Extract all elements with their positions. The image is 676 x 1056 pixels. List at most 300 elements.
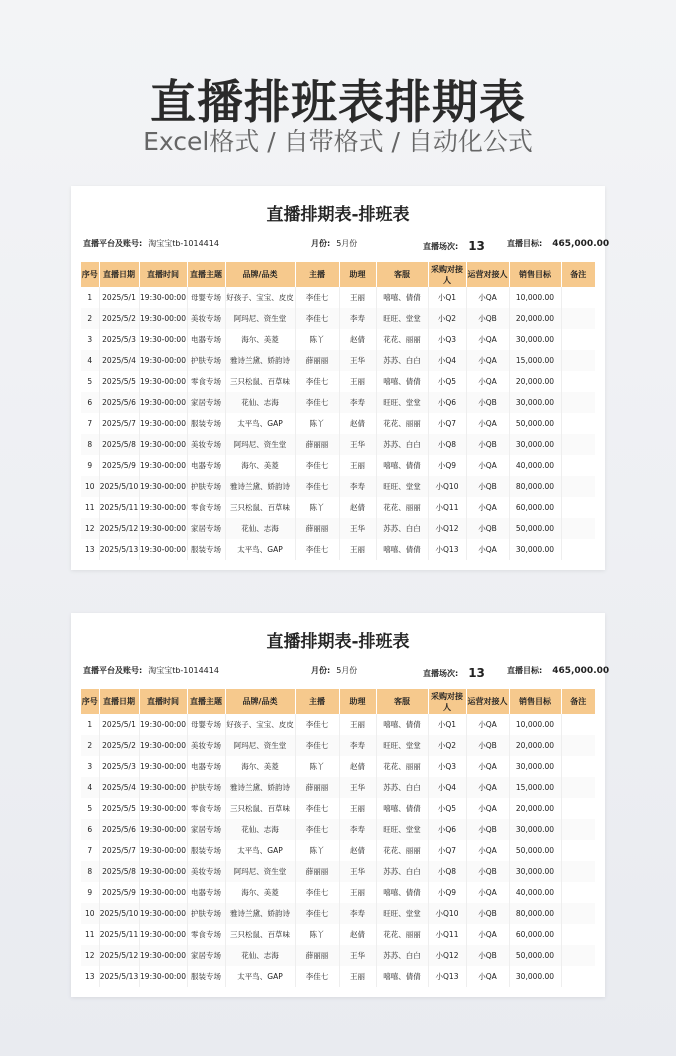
schedule-sheet-bottom [71,613,610,997]
table-cell: 嘻嘻、倩倩 [376,798,428,819]
table-row [81,287,595,308]
table-cell: 李寿 [339,735,376,756]
table-cell [561,455,595,476]
table-cell: 嘻嘻、倩倩 [376,539,428,560]
table-cell: 19:30-00:00 [139,350,187,371]
table-row [81,539,595,560]
table-cell: 小Q6 [428,819,466,840]
table-cell: 30,000.00 [509,819,561,840]
sessions-info [423,238,485,252]
table-cell: 海尔、美菱 [225,882,295,903]
table-cell: 2025/5/2 [99,735,139,756]
table-cell: 李寿 [339,308,376,329]
table-cell: 12 [81,518,99,539]
table-row [81,966,595,987]
table-cell: 2025/5/1 [99,714,139,735]
table-cell: 旺旺、堂堂 [376,476,428,497]
table-cell: 王华 [339,945,376,966]
hero-title: 直播排班表排期表 [150,75,526,129]
table-cell: 三只松鼠、百草味 [225,371,295,392]
table-cell [561,518,595,539]
table-row [81,945,595,966]
table-cell: 8 [81,434,99,455]
table-cell: 王丽 [339,882,376,903]
table-cell: 80,000.00 [509,903,561,924]
table-cell: 20,000.00 [509,735,561,756]
table-cell: 50,000.00 [509,413,561,434]
table-cell: 小QA [466,287,509,308]
table-cell: 80,000.00 [509,476,561,497]
column-header: 品牌/品类 [225,689,295,714]
table-cell: 花仙、志海 [225,819,295,840]
table-cell [561,882,595,903]
table-row [81,735,595,756]
table-cell: 家居专场 [187,392,225,413]
table-cell [561,756,595,777]
table-cell: 20,000.00 [509,798,561,819]
table-cell [561,287,595,308]
table-cell: 旺旺、堂堂 [376,392,428,413]
table-cell: 小Q6 [428,392,466,413]
table-cell: 7 [81,840,99,861]
column-header: 序号 [81,689,99,714]
table-row [81,350,595,371]
table-row [81,497,595,518]
table-cell [561,371,595,392]
table-cell: 王丽 [339,287,376,308]
table-body [81,714,595,987]
table-cell: 李佳七 [295,903,339,924]
table-cell: 护肤专场 [187,350,225,371]
table-cell: 小QB [466,903,509,924]
table-cell: 19:30-00:00 [139,903,187,924]
table-cell: 零食专场 [187,371,225,392]
table-cell: 花花、丽丽 [376,329,428,350]
table-cell: 30,000.00 [509,861,561,882]
table-cell: 小Q7 [428,413,466,434]
table-cell: 美妆专场 [187,434,225,455]
table-cell [561,329,595,350]
table-cell: 零食专场 [187,924,225,945]
table-cell: 9 [81,455,99,476]
table-cell: 2025/5/6 [99,392,139,413]
table-cell: 2025/5/5 [99,371,139,392]
table-cell: 10 [81,903,99,924]
table-row [81,861,595,882]
table-cell: 嘻嘻、倩倩 [376,455,428,476]
sessions-label: 直播场次: [423,669,459,678]
table-row [81,714,595,735]
platform-info [83,665,219,676]
schedule-sheet-top [71,186,610,570]
table-cell: 19:30-00:00 [139,371,187,392]
table-cell: 2025/5/8 [99,861,139,882]
table-cell: 小Q11 [428,497,466,518]
table-cell: 小Q3 [428,756,466,777]
table-cell: 小QA [466,497,509,518]
table-cell: 嘻嘻、倩倩 [376,966,428,987]
table-cell: 小Q5 [428,371,466,392]
table-cell: 小Q4 [428,777,466,798]
table-cell: 海尔、美菱 [225,329,295,350]
table-cell [561,840,595,861]
table-cell: 小QA [466,413,509,434]
table-cell: 苏苏、白白 [376,861,428,882]
table-cell: 30,000.00 [509,434,561,455]
table-cell: 50,000.00 [509,518,561,539]
table-row [81,476,595,497]
table-cell: 李佳七 [295,539,339,560]
table-cell: 苏苏、白白 [376,350,428,371]
table-cell: 小Q2 [428,308,466,329]
table-cell: 19:30-00:00 [139,882,187,903]
table-cell: 19:30-00:00 [139,840,187,861]
table-row [81,777,595,798]
table-cell: 2025/5/7 [99,840,139,861]
table-cell: 小QA [466,539,509,560]
table-row [81,371,595,392]
table-cell [561,735,595,756]
column-header: 客服 [376,262,428,287]
table-cell: 2025/5/7 [99,413,139,434]
platform-label: 直播平台及账号: [83,666,143,675]
column-header: 序号 [81,262,99,287]
table-cell: 海尔、美菱 [225,455,295,476]
column-header: 备注 [561,689,595,714]
table-cell: 苏苏、白白 [376,945,428,966]
table-cell: 护肤专场 [187,903,225,924]
platform-value: 淘宝宝tb-1014414 [148,239,219,248]
schedule-table [81,262,595,560]
table-cell: 2025/5/12 [99,518,139,539]
table-cell: 阿玛尼、资生堂 [225,434,295,455]
table-cell: 陈丫 [295,924,339,945]
table-cell: 小Q10 [428,903,466,924]
month-value: 5月份 [336,666,358,675]
table-cell: 30,000.00 [509,329,561,350]
table-cell [561,819,595,840]
table-cell: 小Q7 [428,840,466,861]
target-value: 465,000.00 [552,239,610,249]
table-cell [561,924,595,945]
table-cell: 3 [81,329,99,350]
table-cell: 服装专场 [187,966,225,987]
table-cell [561,413,595,434]
table-cell: 15,000.00 [509,350,561,371]
table-cell: 好孩子、宝宝、皮皮 [225,287,295,308]
table-cell: 30,000.00 [509,539,561,560]
table-cell: 小QA [466,882,509,903]
table-cell: 19:30-00:00 [139,735,187,756]
table-cell: 3 [81,756,99,777]
table-cell: 2025/5/12 [99,945,139,966]
table-cell: 太平鸟、GAP [225,840,295,861]
table-row [81,434,595,455]
table-cell: 王华 [339,350,376,371]
table-cell: 王丽 [339,798,376,819]
table-cell: 小QA [466,798,509,819]
table-cell: 19:30-00:00 [139,455,187,476]
table-cell: 李佳七 [295,714,339,735]
table-cell: 小QB [466,861,509,882]
table-cell: 电器专场 [187,756,225,777]
sheet-title: 直播排期表-排班表 [266,632,410,652]
table-cell: 王丽 [339,539,376,560]
table-cell: 5 [81,798,99,819]
table-cell: 1 [81,714,99,735]
table-cell: 小QB [466,308,509,329]
table-cell: 三只松鼠、百草味 [225,798,295,819]
table-cell: 2025/5/11 [99,924,139,945]
column-header: 备注 [561,262,595,287]
table-cell: 19:30-00:00 [139,539,187,560]
month-label: 月份: [311,666,331,675]
table-cell: 6 [81,392,99,413]
table-cell: 陈丫 [295,840,339,861]
table-cell: 小QB [466,945,509,966]
table-cell: 小Q4 [428,350,466,371]
table-row [81,756,595,777]
table-cell: 2025/5/10 [99,476,139,497]
table-cell: 19:30-00:00 [139,497,187,518]
table-cell: 10,000.00 [509,287,561,308]
table-cell: 小QA [466,777,509,798]
table-cell: 30,000.00 [509,966,561,987]
table-cell: 李佳七 [295,308,339,329]
table-cell: 电器专场 [187,455,225,476]
table-cell: 2025/5/3 [99,329,139,350]
table-cell: 小QA [466,966,509,987]
table-cell: 小Q1 [428,714,466,735]
table-cell: 小Q1 [428,287,466,308]
table-cell: 电器专场 [187,329,225,350]
table-cell: 李佳七 [295,371,339,392]
table-cell: 2025/5/5 [99,798,139,819]
table-cell: 2025/5/2 [99,308,139,329]
table-cell: 2025/5/3 [99,756,139,777]
table-cell: 嘻嘻、倩倩 [376,714,428,735]
target-label: 直播目标: [507,239,543,248]
table-cell: 母婴专场 [187,287,225,308]
table-cell: 陈丫 [295,413,339,434]
table-cell: 太平鸟、GAP [225,413,295,434]
table-cell [561,476,595,497]
table-cell: 20,000.00 [509,371,561,392]
table-cell: 19:30-00:00 [139,518,187,539]
table-cell [561,350,595,371]
table-cell: 阿玛尼、资生堂 [225,735,295,756]
table-cell: 花花、丽丽 [376,924,428,945]
table-cell: 花仙、志海 [225,518,295,539]
table-header-row [81,689,595,714]
table-cell: 30,000.00 [509,392,561,413]
table-cell: 6 [81,819,99,840]
table-cell: 小Q2 [428,735,466,756]
table-cell: 王丽 [339,455,376,476]
table-cell: 花仙、志海 [225,392,295,413]
column-header: 采购对接人 [428,262,466,287]
table-cell: 小QB [466,735,509,756]
table-cell: 李寿 [339,476,376,497]
table-cell: 雅诗兰黛、娇韵诗 [225,903,295,924]
platform-info [83,238,219,249]
table-cell: 家居专场 [187,945,225,966]
table-cell: 2 [81,735,99,756]
table-cell: 19:30-00:00 [139,861,187,882]
table-cell: 19:30-00:00 [139,714,187,735]
table-cell: 护肤专场 [187,777,225,798]
table-cell: 小QB [466,518,509,539]
table-cell: 薛丽丽 [295,945,339,966]
table-cell: 雅诗兰黛、娇韵诗 [225,476,295,497]
table-cell: 小Q10 [428,476,466,497]
table-cell: 小Q8 [428,861,466,882]
table-cell: 2025/5/8 [99,434,139,455]
table-row [81,308,595,329]
table-cell: 2025/5/10 [99,903,139,924]
hero-subtitle: Excel格式 / 自带格式 / 自动化公式 [143,127,533,156]
table-cell: 小Q8 [428,434,466,455]
sessions-info [423,665,485,679]
target-info [507,665,609,676]
table-cell: 李佳七 [295,455,339,476]
table-cell: 19:30-00:00 [139,819,187,840]
column-header: 助理 [339,262,376,287]
table-cell: 10,000.00 [509,714,561,735]
month-info [311,238,357,249]
column-header: 销售目标 [509,262,561,287]
column-header: 客服 [376,689,428,714]
table-cell: 薛丽丽 [295,518,339,539]
table-cell: 三只松鼠、百草味 [225,497,295,518]
table-cell: 薛丽丽 [295,777,339,798]
table-cell: 阿玛尼、资生堂 [225,308,295,329]
column-header: 直播主题 [187,689,225,714]
table-cell: 2025/5/6 [99,819,139,840]
platform-label: 直播平台及账号: [83,239,143,248]
table-row [81,455,595,476]
table-cell: 2025/5/9 [99,882,139,903]
table-cell: 小Q13 [428,539,466,560]
column-header: 直播时间 [139,689,187,714]
table-cell: 小QB [466,434,509,455]
table-cell: 小Q9 [428,882,466,903]
table-cell: 花花、丽丽 [376,840,428,861]
table-cell: 4 [81,350,99,371]
table-cell: 7 [81,413,99,434]
table-cell: 嘻嘻、倩倩 [376,287,428,308]
target-info [507,238,609,249]
table-cell: 40,000.00 [509,455,561,476]
table-cell: 李佳七 [295,392,339,413]
month-info [311,665,357,676]
table-cell: 小QA [466,756,509,777]
table-cell: 李佳七 [295,476,339,497]
table-cell: 李寿 [339,819,376,840]
table-cell: 小QA [466,714,509,735]
table-cell: 旺旺、堂堂 [376,735,428,756]
table-cell [561,798,595,819]
table-cell: 15,000.00 [509,777,561,798]
table-cell: 小Q12 [428,518,466,539]
sessions-label: 直播场次: [423,242,459,251]
table-cell: 4 [81,777,99,798]
table-cell: 陈丫 [295,497,339,518]
table-cell: 小Q13 [428,966,466,987]
column-header: 直播时间 [139,262,187,287]
table-cell: 小Q9 [428,455,466,476]
table-cell: 母婴专场 [187,714,225,735]
table-cell: 李佳七 [295,287,339,308]
column-header: 直播日期 [99,689,139,714]
table-cell: 19:30-00:00 [139,924,187,945]
table-header-row [81,262,595,287]
table-cell: 2 [81,308,99,329]
table-cell: 赵倩 [339,840,376,861]
table-cell: 旺旺、堂堂 [376,819,428,840]
target-label: 直播目标: [507,666,543,675]
table-cell: 赵倩 [339,413,376,434]
table-cell: 40,000.00 [509,882,561,903]
table-cell: 小Q12 [428,945,466,966]
table-cell: 陈丫 [295,756,339,777]
table-cell: 三只松鼠、百草味 [225,924,295,945]
table-cell [561,777,595,798]
table-cell: 小QA [466,924,509,945]
month-label: 月份: [311,239,331,248]
table-cell [561,497,595,518]
table-cell: 旺旺、堂堂 [376,903,428,924]
table-cell: 李佳七 [295,798,339,819]
table-cell: 服装专场 [187,840,225,861]
table-cell: 13 [81,539,99,560]
table-cell: 50,000.00 [509,945,561,966]
table-cell: 薛丽丽 [295,434,339,455]
table-cell: 赵倩 [339,756,376,777]
table-row [81,329,595,350]
table-row [81,518,595,539]
platform-value: 淘宝宝tb-1014414 [148,666,219,675]
table-cell: 王丽 [339,371,376,392]
schedule-table [81,689,595,987]
table-cell [561,392,595,413]
table-cell: 小QA [466,455,509,476]
table-cell [561,714,595,735]
table-cell: 零食专场 [187,798,225,819]
table-cell: 19:30-00:00 [139,308,187,329]
sessions-value: 13 [468,239,485,253]
table-cell: 30,000.00 [509,756,561,777]
table-row [81,903,595,924]
table-row [81,392,595,413]
table-cell: 苏苏、白白 [376,777,428,798]
table-cell: 19:30-00:00 [139,413,187,434]
table-cell: 李佳七 [295,966,339,987]
table-cell: 19:30-00:00 [139,434,187,455]
table-cell: 太平鸟、GAP [225,539,295,560]
table-cell: 19:30-00:00 [139,756,187,777]
column-header: 采购对接人 [428,689,466,714]
table-cell: 嘻嘻、倩倩 [376,882,428,903]
column-header: 主播 [295,262,339,287]
table-cell: 嘻嘻、倩倩 [376,371,428,392]
table-cell: 阿玛尼、资生堂 [225,861,295,882]
table-cell: 50,000.00 [509,840,561,861]
table-cell: 好孩子、宝宝、皮皮 [225,714,295,735]
table-cell: 李佳七 [295,882,339,903]
table-cell: 李寿 [339,903,376,924]
table-cell: 2025/5/4 [99,777,139,798]
